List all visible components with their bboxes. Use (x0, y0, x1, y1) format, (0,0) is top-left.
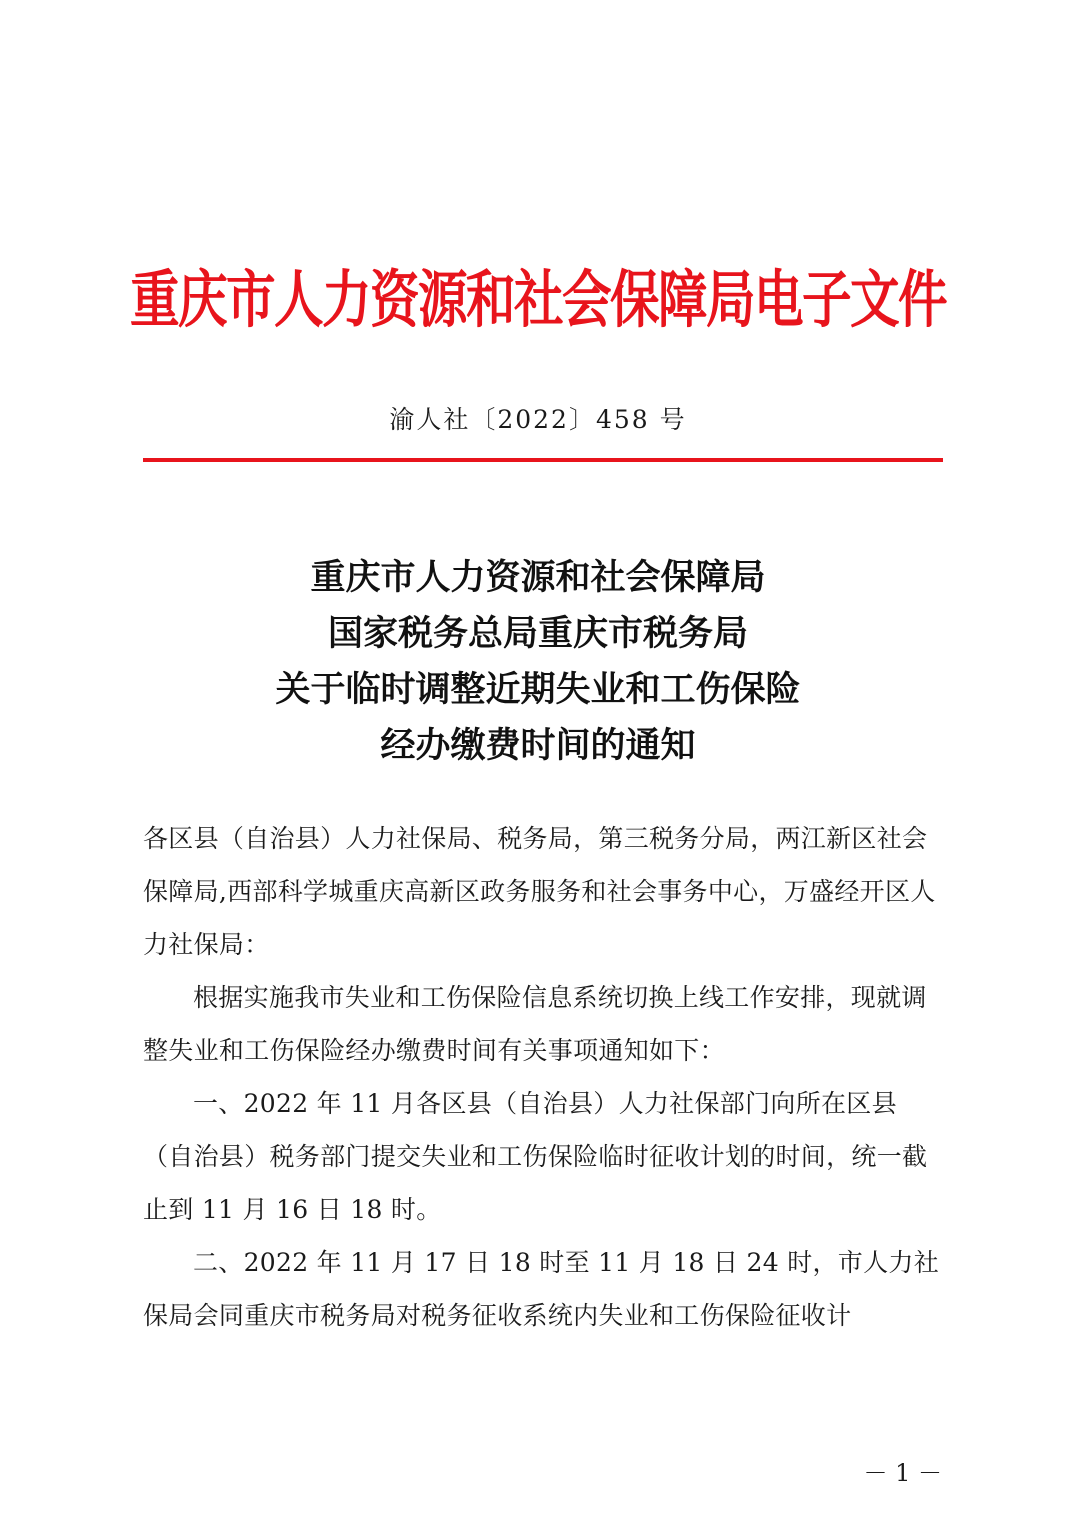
document-title (0, 550, 1076, 774)
document-number: 渝人社〔2022〕458 号 (389, 405, 687, 434)
page-number: － 1 － (863, 1459, 942, 1487)
body-paragraph: 根据实施我市失业和工伤保险信息系统切换上线工作安排，现就调整失业和工伤保险经办缴费时间有关事项通知如下： (143, 983, 927, 1065)
salutation: 各区县（自治县）人力社保局、税务局，第三税务分局，两江新区社会保障局,西部科学城重庆高新区政务服务和社会事务中心，万盛经开区人力社保局： (143, 824, 936, 959)
title-line: 关于临时调整近期失业和工伤保险 (275, 669, 801, 710)
document-body (143, 812, 943, 1342)
document-masthead: 重庆市人力资源和社会保障局电子文件 (129, 263, 947, 336)
title-line: 经办缴费时间的通知 (380, 725, 696, 766)
body-paragraph: 二、2022 年 11 月 17 日 18 时至 11 月 18 日 24 时，市人力社保局会同重庆市税务局对税务征收系统内失业和工伤保险征收计 (143, 1248, 940, 1330)
body-paragraph: 一、2022 年 11 月各区县（自治县）人力社保部门向所在区县（自治县）税务部门提交失业和工伤保险临时征收计划的时间，统一截止到 11 月 16 日 18 时。 (143, 1089, 928, 1224)
title-line: 国家税务总局重庆市税务局 (327, 613, 748, 654)
red-divider-rule (143, 458, 943, 462)
title-line: 重庆市人力资源和社会保障局 (310, 557, 766, 598)
